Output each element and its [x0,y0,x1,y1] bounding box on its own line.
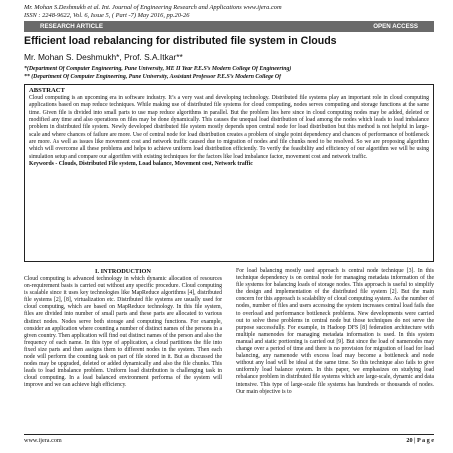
right-column [236,268,434,396]
paper-authors: Mr. Mohan S. Deshmukh*, Prof. S.A.Itkar** [24,52,183,62]
affiliation-1: *(Department Of Computer Engineering, Pune University, ME II Year P.E.S’s Modern College Of Engineering) [24,66,292,72]
article-type-label: RESEARCH ARTICLE [40,23,104,30]
introduction-heading: I. INTRODUCTION [95,268,151,275]
footer-divider [24,434,434,435]
paper-title: Efficient load rebalancing for distributed file system in Clouds [24,35,337,47]
abstract-heading: ABSTRACT [29,87,65,94]
access-type-label: OPEN ACCESS [373,23,418,30]
author-affiliations [24,66,434,81]
footer-website-link[interactable]: www.ijera.com [24,437,62,444]
journal-citation-line: Mr. Mohan S.Deshmukh et al. Int. Journal of Engineering Research and Applications www.ijera.com [24,4,282,11]
article-banner [24,21,434,32]
left-column [24,268,222,390]
page-number: 20 | P a g e [406,437,434,444]
journal-header [24,4,434,20]
introduction-right-text: For load balancing mostly used approach is central node technique [3]. In this technique dependency is on central node for managing metadata information of the file systems for balancing loads of storage nodes. This approach is useful to simplify the design and implementation of the distributed file system [2]. But the main concern for this approach is scalability of cloud computing system. As the number of nodes, number of files and users accessing the system increases central load fails due to overload and performance bottleneck problems. New developments were carried out to solve these problems in central node but those techniques do not serve the purpose successfully. For example, in Hadoop DFS [8] federation architecture with multiple namenodes for managing metadata information is used. In this system manual and static portioning is carried out [9]. But since the load of namenodes may change over a period of time and there is no provision for migration of load for load balancing, any namenode with excess load may become a bottleneck and node without any load will be ideal at the same time. So this technique also fails to give uniformly load balance system. In this paper, we emphasizes on studying load rebalance problem in distributed file systems which are large-scale, dynamic and data intensive. This type of large-scale file systems has hundreds or thousands of nodes. Our main objective is to [236,268,434,395]
journal-issn-line: ISSN : 2248-9622, Vol. 6, Issue 5, ( Part -7) May 2016, pp.20-26 [24,12,190,20]
keywords-line: Keywords - Clouds, Distributed File system, Load balance, Movement cost, Network traffic [29,161,253,168]
abstract-text: Cloud computing is an upcoming era in software industry. It’s a very vast and developing technology. Distributed file systems play an important role in cloud computing applications based on map reduce techniques. While making use of distributed file systems for cloud computing, nodes serves computing and storage functions at the same time. Given file is divided into small parts to use map reduce algorithms in parallel. But the problem lies here since in cloud computing nodes may be added, deleted or modified any time and also operations on files may be done dynamically. This causes the unequal load distribution of load among the nodes which leads to load imbalance problem in distributed file system. Newly developed distributed file system mostly depends upon central node for load distribution but this method is not helpful in large-scale and where chances of failure are more. Use of central node for load distribution creates a problem of single point dependency and chances of performance of bottleneck are more. As well as issues like movement cost and network traffic caused due to migration of nodes and file chunks need to be resolved. So we are proposing algorithm which will overcome all these problems and helps to achieve uniform load distribution efficiently. To verify the feasibility and efficiency of our algorithm we will be using simulation setup and compare our algorithm with existing techniques for the factors like load imbalance factor, movement cost and network traffic. [29,95,429,160]
page-footer [24,437,434,444]
introduction-left-text: Cloud computing is advanced technology in which dynamic allocation of resources on-requirement basis is carried out without any specific procedure. Cloud computing is scalable since it uses key technologies like MapReduce algorithms [4], distributed file systems [2], [8], virtualization etc. Distributed file systems are usually used for cloud computing, which are based on MapReduce technology. In this file system, files are divided into number of small parts and these parts are allocated to various distinct nodes. Nodes serve both storage and computing functions. For example, consider an application where counting a number of distinct names of the persons in a given country. Then application will find out distinct names of the person and also the frequency of each name. In this type of application, a cloud partitions the file into fixed size parts and then assigns them to different nodes in the system. Then each node will perform the counting task on part of file stored in it. But as discussed the nodes may be upgraded, deleted or added dynamically and also the file chunks. This leads to load imbalance problem. Uniform load distribution is challenging task in cloud computing. In a load balanced environment performa of the system will improve and we can achieve high efficiency. [24,276,222,389]
abstract-box [24,84,434,262]
affiliation-2: ** (Department Of Computer Engineering, Pune University, Assistant Professor P.E.S’s Modern College Of [24,73,282,80]
